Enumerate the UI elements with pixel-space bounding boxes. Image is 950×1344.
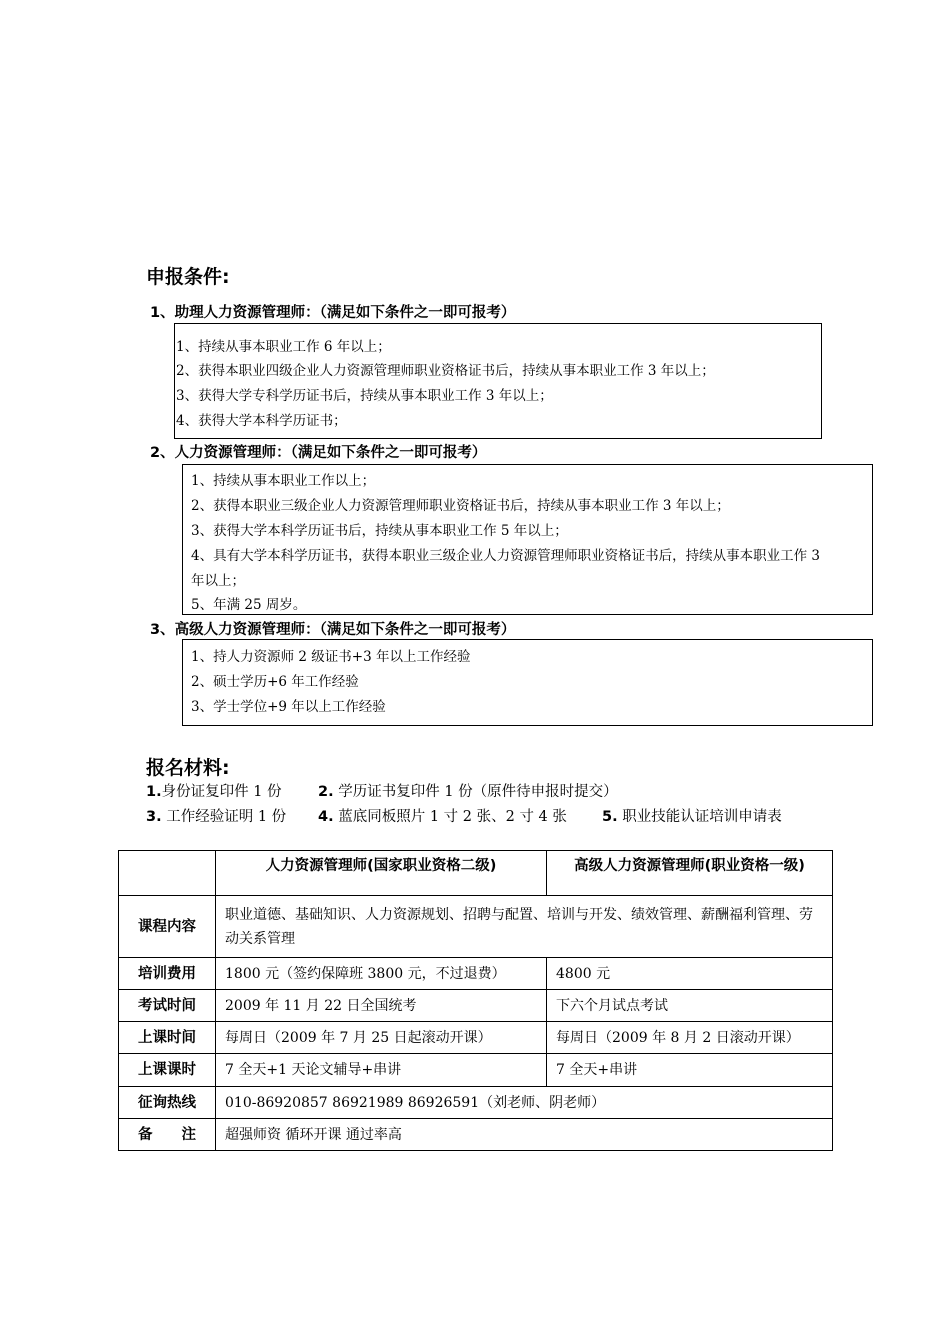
group-2-item: 年以上；: [191, 573, 245, 589]
row-label: 培训费用: [119, 958, 216, 990]
material-item: [146, 780, 282, 801]
column-header-level1: 高级人力资源管理师(职业资格一级): [547, 851, 833, 896]
row-label: 上课课时: [119, 1054, 216, 1087]
material-number: 1.: [146, 784, 162, 800]
table-row: [119, 958, 833, 990]
group-2-item: 5、年满 25 周岁。: [191, 597, 307, 613]
table-row: [119, 1087, 833, 1119]
group-1-item: 2、获得本职业四级企业人力资源管理师职业资格证书后，持续从事本职业工作 3 年以上；: [176, 363, 715, 379]
material-number: 3.: [146, 809, 162, 825]
conditions-title: 申报条件:: [146, 266, 230, 288]
group-1-item: 3、获得大学专科学历证书后，持续从事本职业工作 3 年以上；: [176, 388, 553, 404]
cell-level2: 2009 年 11 月 22 日全国统考: [216, 990, 547, 1022]
group-2-item: 1、持续从事本职业工作以上；: [191, 473, 376, 489]
material-number: 2.: [318, 784, 334, 800]
group-2-heading: 2、人力资源管理师：（满足如下条件之一即可报考）: [150, 445, 487, 461]
group-2-item: 3、获得大学本科学历证书后，持续从事本职业工作 5 年以上；: [191, 523, 568, 539]
material-number: 4.: [318, 809, 334, 825]
table-header-row: [119, 851, 833, 896]
table-row: [119, 990, 833, 1022]
material-text: 学历证书复印件 1 份（原件待申报时提交）: [338, 784, 618, 800]
group-3-item: 3、学士学位+9 年以上工作经验: [191, 699, 386, 715]
hotline-numbers: 010-86920857 86921989 86926591（刘老师、阴老师）: [216, 1087, 833, 1119]
table-row: [119, 1022, 833, 1054]
materials-title: 报名材料:: [146, 757, 230, 779]
cell-level1: 4800 元: [547, 958, 833, 990]
material-text: 工作经验证明 1 份: [166, 809, 287, 825]
material-item: [318, 780, 618, 801]
group-3-item: 1、持人力资源师 2 级证书+3 年以上工作经验: [191, 649, 471, 665]
group-1-item: 1、持续从事本职业工作 6 年以上；: [176, 339, 391, 355]
row-label-remark: 备 注: [119, 1119, 216, 1151]
table-row: [119, 896, 833, 958]
column-header-level2: 人力资源管理师(国家职业资格二级): [216, 851, 547, 896]
group-2-item: 4、具有大学本科学历证书，获得本职业三级企业人力资源管理师职业资格证书后，持续从事本职业工作 3: [191, 548, 820, 564]
course-info-table: [118, 850, 833, 1151]
material-text: 身份证复印件 1 份: [161, 784, 282, 800]
group-1-box: [174, 323, 822, 439]
group-1-heading: 1、助理人力资源管理师：（满足如下条件之一即可报考）: [150, 305, 516, 321]
material-text: 蓝底同板照片 1 寸 2 张、2 寸 4 张: [338, 809, 567, 825]
group-1-item: 4、获得大学本科学历证书；: [176, 413, 347, 429]
cell-level2: 1800 元（签约保障班 3800 元，不过退费）: [216, 958, 547, 990]
group-3-heading: 3、高级人力资源管理师：（满足如下条件之一即可报考）: [150, 622, 516, 638]
row-label-hotline: 征询热线: [119, 1087, 216, 1119]
cell-level1: 每周日（2009 年 8 月 2 日滚动开课）: [547, 1022, 833, 1054]
course-content: 职业道德、基础知识、人力资源规划、招聘与配置、培训与开发、绩效管理、薪酬福利管理、劳动关系管理: [216, 896, 833, 958]
table-row: [119, 1054, 833, 1087]
group-3-item: 2、硕士学历+6 年工作经验: [191, 674, 359, 690]
table-corner-cell: [119, 851, 216, 896]
row-label-course: 课程内容: [119, 896, 216, 958]
material-item: [602, 805, 782, 826]
material-number: 5.: [602, 809, 618, 825]
cell-level2: 7 全天+1 天论文辅导+串讲: [216, 1054, 547, 1087]
cell-level1: 7 全天+串讲: [547, 1054, 833, 1087]
group-2-item: 2、获得本职业三级企业人力资源管理师职业资格证书后，持续从事本职业工作 3 年以上；: [191, 498, 730, 514]
group-2-box: [182, 464, 873, 615]
cell-level2: 每周日（2009 年 7 月 25 日起滚动开课）: [216, 1022, 547, 1054]
group-3-box: [182, 639, 873, 726]
table-row: [119, 1119, 833, 1151]
material-item: [146, 805, 286, 826]
material-item: [318, 805, 567, 826]
row-label: 上课时间: [119, 1022, 216, 1054]
material-text: 职业技能认证培训申请表: [622, 809, 782, 825]
cell-level1: 下六个月试点考试: [547, 990, 833, 1022]
remark-text: 超强师资 循环开课 通过率高: [216, 1119, 833, 1151]
row-label: 考试时间: [119, 990, 216, 1022]
